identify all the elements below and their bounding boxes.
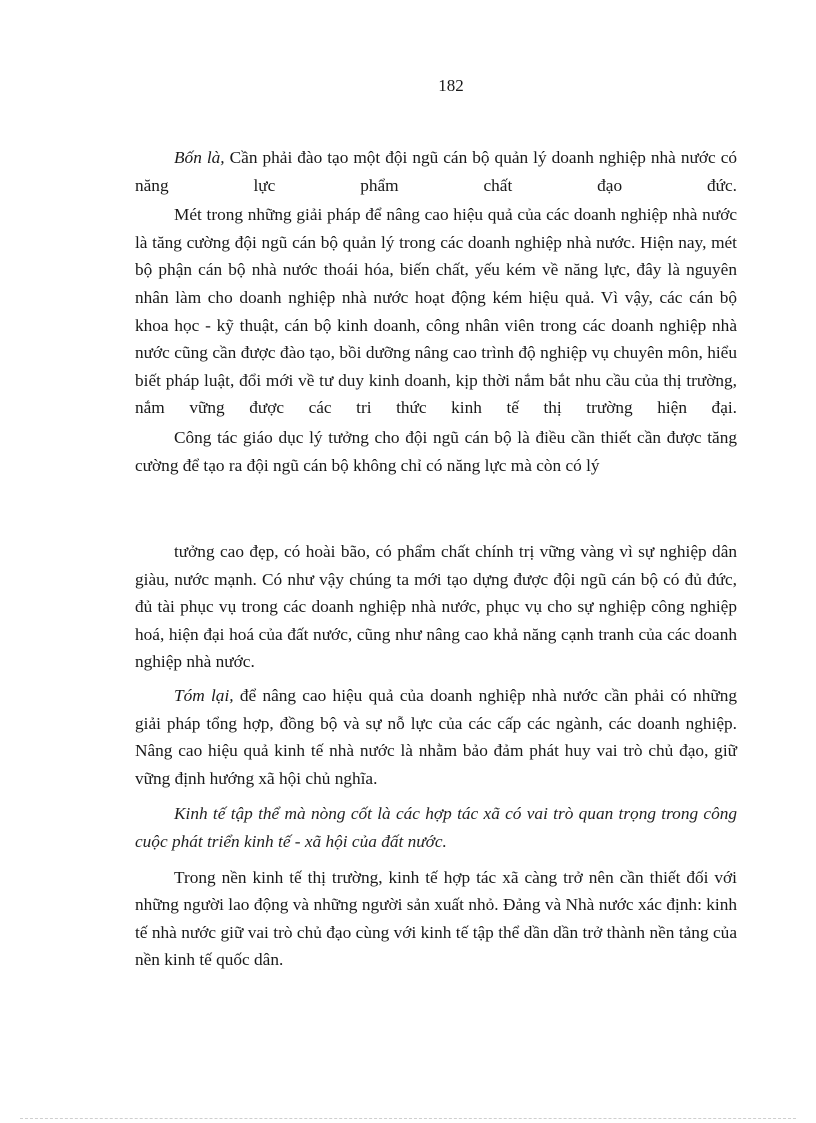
paragraph-bon-la [135, 144, 737, 199]
document-body-continued [135, 538, 737, 974]
paragraph-lead-bon-la: Bốn là, [174, 148, 225, 167]
paragraph-hop-tac-xa: Trong nền kinh tế thị trường, kinh tế hợp tác xã càng trở nên cần thiết đối với những người lao động và những người sản xuất nhỏ. Đảng và Nhà nước xác định: kinh tế nhà nước giữ vai trò chủ đạo cùng với kinh tế tập thể dần dần trở thành nền tảng của nền kinh tế quốc dân. [135, 867, 737, 970]
paragraph-tom-lai [135, 682, 737, 792]
page-bottom-rule [20, 1118, 796, 1119]
paragraph-lead-tom-lai: Tóm lại, [174, 685, 234, 705]
paragraph-cong-tac: Công tác giáo dục lý tưởng cho đội ngũ cán bộ là điều cần thiết cần được tăng cường để tạo ra đội ngũ cán bộ không chỉ có năng lực mà còn có lý [135, 427, 737, 475]
paragraph-ly-tuong: tưởng cao đẹp, có hoài bão, có phẩm chất chính trị vững vàng vì sự nghiệp dân giàu, nước mạnh. Có như vậy chúng ta mới tạo dựng được đội ngũ cán bộ có đủ đức, đủ tài phục vụ trong các doanh nghiệp nhà nước, phục vụ cho sự nghiệp công nghiệp hoá, hiện đại hoá của đất nước, cũng như nâng cao khả năng cạnh tranh của các doanh nghiệp nhà nước. [135, 542, 737, 672]
page-number: 182 [438, 76, 464, 95]
paragraph-text-tom-lai: để nâng cao hiệu quả của doanh nghiệp nhà nước cần phải có những giải pháp tổng hợp, đồng bộ và sự nỗ lực của các cấp các ngành, các doanh nghiệp. Nâng cao hiệu quả kinh tế nhà nước là nhằm bảo đảm phát huy vai trò chủ đạo, giữ vững định hướng xã hội chủ nghĩa. [135, 685, 737, 788]
paragraph-giai-phap: Mét trong những giải pháp để nâng cao hiệu quả của các doanh nghiệp nhà nước là tăng cường đội ngũ cán bộ quản lý trong các doanh nghiệp nhà nước. Hiện nay, mét bộ phận cán bộ nhà nước thoái hóa, biến chất, yếu kém về năng lực, đây là nguyên nhân làm cho doanh nghiệp nhà nước hoạt động kém hiệu quả. Vì vậy, các cán bộ khoa học - kỹ thuật, cán bộ kinh doanh, công nhân viên trong các doanh nghiệp nhà nước cũng cần được đào tạo, bồi dưỡng nâng cao trình độ nghiệp vụ chuyên môn, hiểu biết pháp luật, đổi mới về tư duy kinh doanh, kịp thời nắm bắt nhu cầu của thị trường, nắm vững được các tri thức kinh tế thị trường hiện đại. [135, 205, 737, 418]
document-body [135, 144, 737, 479]
paragraph-text-bon-la: Cần phải đào tạo một đội ngũ cán bộ quản lý doanh nghiệp nhà nước có năng lực phẩm chất đạo đức. [135, 148, 738, 195]
paragraph-kinh-te-tap-the: Kinh tế tập thể mà nòng cốt là các hợp tác xã có vai trò quan trọng trong công cuộc phát triển kinh tế - xã hội của đất nước. [135, 804, 737, 851]
